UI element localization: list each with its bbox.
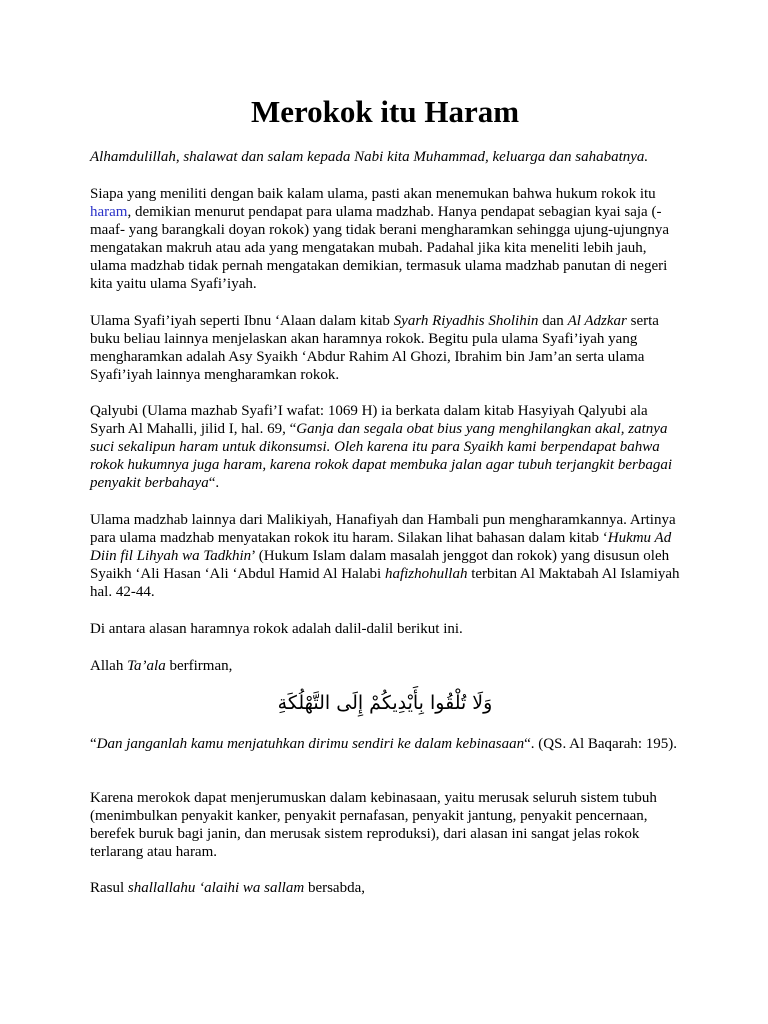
book-title-hukmu: Hukmu Ad Diin fil Lihyah wa Tadkhin [90,530,672,564]
qalyubi-quote: Ganja dan segala obat bius yang menghilangkan akal, zatnya suci sekalipun haram untuk dikonsumsi. Oleh karena itu para Syaikh kami berpendapat bahwa rokok hukumnya juga haram, karena rokok dapat membuka jalan agar tubuh terjangkit berbagai penyakit berbahaya [90,421,672,491]
paragraph-1 [90,185,680,293]
book-title-syarh: Syarh Riyadhis Sholihin [393,313,539,329]
paragraph-9-text-a: Rasul [90,880,128,896]
book-title-adzkar: Al Adzkar [567,313,627,329]
paragraph-3 [90,402,680,492]
paragraph-7-text-a: “ [90,736,97,752]
paragraph-9 [90,879,680,897]
paragraph-7 [90,735,680,753]
paragraph-6-text-b: berfirman, [165,658,233,674]
paragraph-9-text-b: bersabda, [304,880,365,896]
paragraph-4-text-b: ’ (Hukum Islam dalam masalah jenggot dan rokok) yang disusun oleh Syaikh ‘Ali Hasan ‘Ali ‘Abdul Hamid Al Halabi [90,548,670,582]
paragraph-5: Di antara alasan haramnya rokok adalah dalil-dalil berikut ini. [90,621,463,637]
paragraph-1-text-a: Siapa yang meniliti dengan baik kalam ulama, pasti akan menemukan bahwa hukum rokok itu [90,186,656,202]
paragraph-2 [90,312,680,384]
page-title: Merokok itu Haram [250,94,520,129]
intro-paragraph: Alhamdulillah, shalawat dan salam kepada Nabi kita Muhammad, keluarga dan sahabatnya. [90,149,649,165]
honorific-hafizhohullah: hafizhohullah [384,566,468,582]
paragraph-2-text-c: serta buku beliau lainnya menjelaskan akan haramnya rokok. Begitu pula ulama Syafi’iyah yang mengharamkan adalah Asy Syaikh ‘Abdur Rahim Al Ghozi, Ibrahim bin Jam’an serta ulama Syafi’iyah lainnya mengharamkan rokok. [90,313,659,383]
paragraph-4-text-c: terbitan Al Maktabah Al Islamiyah hal. 42-44. [90,566,680,600]
paragraph-6 [90,657,680,675]
taala-word: Ta’ala [127,658,166,674]
salawat-phrase: shallallahu ‘alaihi wa sallam [127,880,305,896]
paragraph-4-text-a: Ulama madzhab lainnya dari Malikiyah, Hanafiyah dan Hambali pun mengharamkannya. Artinya para ulama madzhab menyatakan rokok itu haram. Silakan lihat bahasan dalam kitab ‘ [90,512,676,546]
paragraph-1-text-b: , demikian menurut pendapat para ulama madzhab. Hanya pendapat sebagian kyai saja (-maaf- yang barangkali doyan rokok) yang tidak berani mengharamkan sehingga ujung-ujungnya mengatakan makruh atau ada yang mengatakan mubah. Padahal jika kita meneliti lebih jauh, ulama madzhab tidak pernah mengatakan demikian, termasuk ulama madzhab panutan di negeri kita yaitu ulama Syafi’iyah. [90,204,669,292]
paragraph-2-text-a: Ulama Syafi’iyah seperti Ibnu ‘Alaan dalam kitab [90,313,394,329]
paragraph-6-text-a: Allah [90,658,128,674]
paragraph-4 [90,511,680,601]
paragraph-3-text-a: Qalyubi (Ulama mazhab Syafi’I wafat: 1069 H) ia berkata dalam kitab Hasyiyah Qalyubi ala Syarh Al Mahalli, jilid I, hal. 69, “ [90,403,648,437]
paragraph-3-text-b: “. [208,475,220,491]
haram-link[interactable]: haram [90,204,128,220]
paragraph-8: Karena merokok dapat menjerumuskan dalam kebinasaan, yaitu merusak seluruh sistem tubuh (menimbulkan penyakit kanker, penyakit pernafasan, penyakit jantung, penyakit pencernaan, berefek buruk bagi janin, dan merusak sistem reproduksi), dari alasan ini sangat jelas rokok terlarang atau haram. [90,790,657,860]
verse-translation: Dan janganlah kamu menjatuhkan dirimu sendiri ke dalam kebinasaan [96,736,525,752]
arabic-verse: وَلَا تُلْقُوا بِأَيْدِيكُمْ إِلَى التَّهْلُكَةِ [277,692,493,714]
paragraph-7-text-b: “. (QS. Al Baqarah: 195). [524,736,678,752]
paragraph-2-text-b: dan [538,313,568,329]
